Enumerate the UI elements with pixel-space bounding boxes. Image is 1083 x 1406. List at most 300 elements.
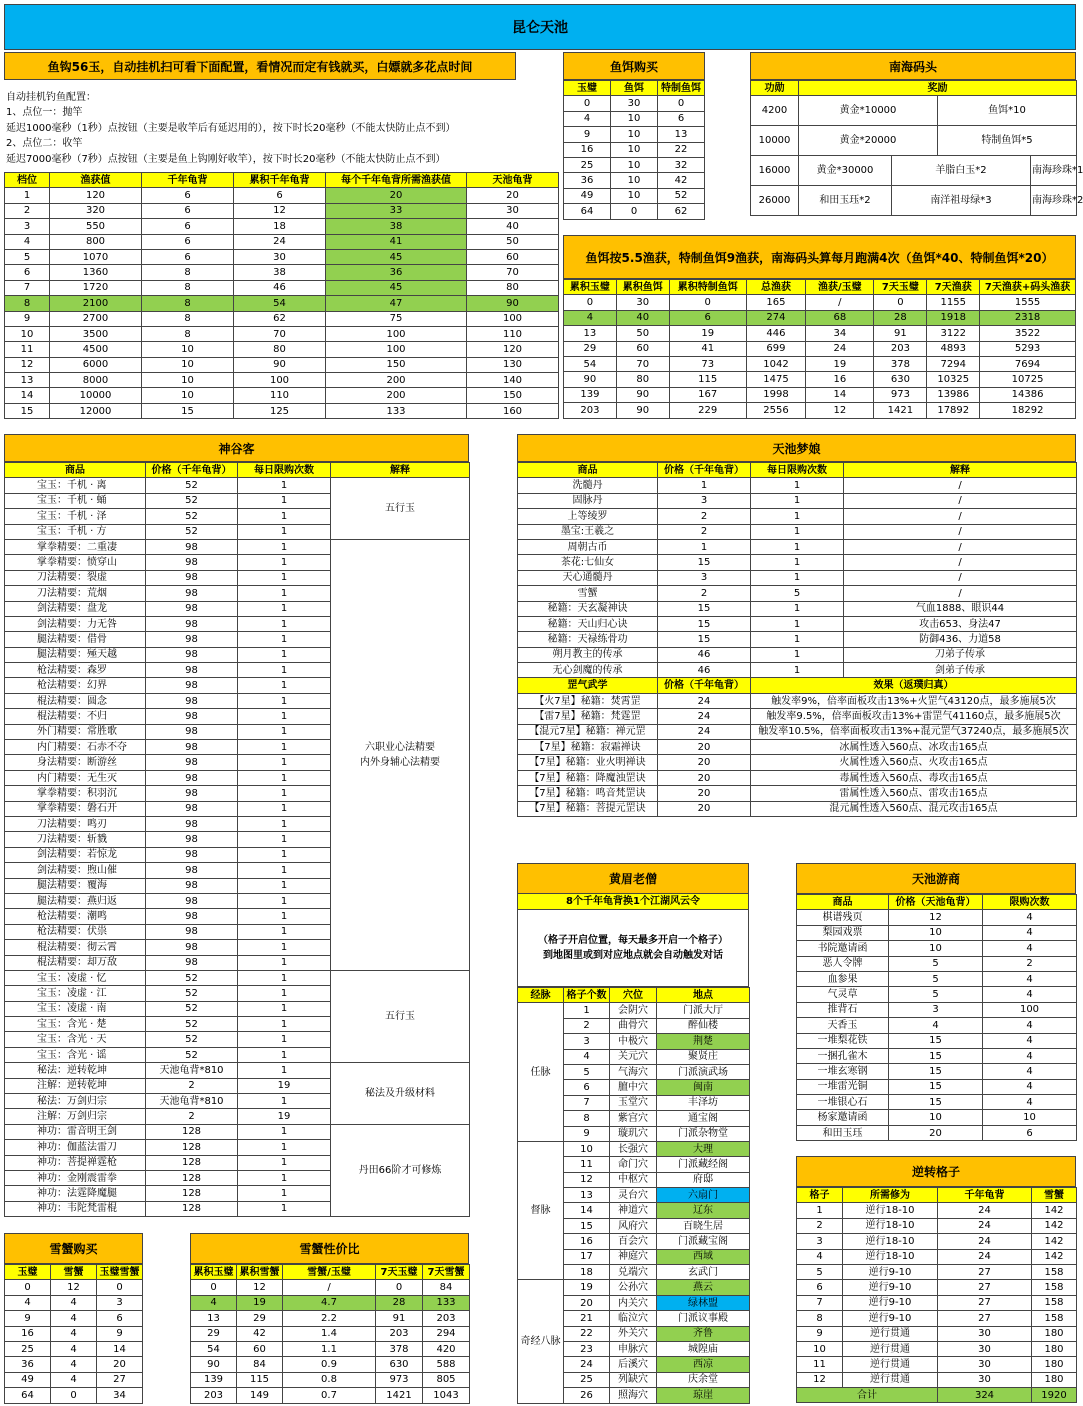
table-cell: 周朝古币: [518, 539, 658, 554]
table-cell: 40: [467, 219, 559, 234]
table-cell: 1: [238, 878, 331, 893]
table-row: [5, 265, 559, 280]
column-header: 解释: [331, 463, 470, 478]
hook-banner: 鱼钩56玉，自动挂机扫可看下面配置，看情况而定有钱就买，白嫖就多花点时间: [4, 52, 516, 80]
table-cell: 10: [142, 388, 234, 403]
table-row: [5, 188, 559, 203]
table-cell: 固脉丹: [518, 493, 658, 508]
column-header: 累积特制鱼饵: [669, 280, 746, 295]
table-cell: 门派藏经阁: [657, 1157, 750, 1172]
table-cell: 50: [616, 326, 669, 341]
table-cell: 100: [326, 326, 467, 341]
table-cell: 30: [234, 249, 326, 264]
table-cell: 4: [797, 1249, 843, 1264]
table-row: [518, 632, 1077, 647]
table-cell: 4: [51, 1341, 97, 1356]
table-cell: 98: [146, 832, 238, 847]
table-cell: 醉仙楼: [657, 1018, 750, 1033]
table-cell: 宝玉：千机 · 泽: [5, 509, 146, 524]
table-cell: 2: [797, 1218, 843, 1233]
table-cell: /: [844, 539, 1077, 554]
table-cell: 逆行贯通: [843, 1341, 938, 1356]
note-line: 自动挂机钓鱼配置：: [6, 92, 96, 103]
table-cell: 200: [326, 373, 467, 388]
bait-title: 鱼饵购买: [563, 52, 705, 80]
table-cell: 神功：韦陀梵雷棍: [5, 1201, 146, 1216]
table-cell: 1: [238, 1186, 331, 1201]
table-cell: 后溪穴: [610, 1357, 657, 1372]
table-cell: 逆行18-10: [843, 1203, 938, 1218]
column-header: 价格（千年龟背）: [658, 463, 751, 478]
table-cell: 4: [51, 1311, 97, 1326]
table-header-row: [5, 173, 559, 188]
table-cell: 1: [238, 478, 331, 493]
table-row: [518, 663, 1077, 678]
table-cell: 逆行贯通: [843, 1372, 938, 1387]
table-row: [518, 601, 1077, 616]
table-cell: 枪法精要：幻界: [5, 678, 146, 693]
table-cell: 30: [938, 1326, 1032, 1341]
table-cell: 灵台穴: [610, 1188, 657, 1203]
table-cell: 1: [238, 663, 331, 678]
table-cell: 10: [889, 1110, 983, 1125]
table-cell: 90: [234, 357, 326, 372]
table-cell: 15: [889, 1033, 983, 1048]
table-cell: 1: [751, 647, 844, 662]
table-cell: 229: [669, 403, 746, 418]
table-cell: 98: [146, 955, 238, 970]
table-cell: 0.8: [283, 1372, 376, 1387]
table-cell: 刀法精要：裂虚: [5, 570, 146, 585]
table-cell: 24: [564, 1357, 610, 1372]
table-cell: 378: [874, 356, 927, 371]
table-cell: 0: [376, 1280, 423, 1295]
table-cell: 6: [142, 219, 234, 234]
table-cell: 神庭穴: [610, 1249, 657, 1264]
table-cell: 133: [423, 1295, 470, 1310]
table-cell: 973: [874, 387, 927, 402]
table-cell: 6: [5, 265, 50, 280]
table-cell: 辽东: [657, 1203, 750, 1218]
table-cell: 【火7星】秘籍：焚霄罡: [518, 693, 658, 708]
table-cell: 1: [238, 909, 331, 924]
table-row: [518, 693, 1077, 708]
table-cell: 62: [234, 311, 326, 326]
table-cell: 庆余堂: [657, 1372, 750, 1387]
table-cell: 4: [51, 1357, 97, 1372]
table-cell: 4: [51, 1372, 97, 1387]
table-row: [518, 616, 1077, 631]
table-cell: 4200: [751, 96, 799, 126]
table-cell: 158: [1032, 1295, 1077, 1310]
table-cell: 0.9: [283, 1357, 376, 1372]
table-cell: 125: [234, 403, 326, 418]
table-cell: 120: [50, 188, 142, 203]
table-cell: 1: [238, 893, 331, 908]
table-cell: 5: [751, 586, 844, 601]
table-cell: 26000: [751, 186, 799, 216]
table-cell: 320: [50, 203, 142, 218]
table-cell: 6: [142, 203, 234, 218]
table-cell: 90: [191, 1357, 237, 1372]
table-cell: 逆行18-10: [843, 1218, 938, 1233]
table-cell: 神功：伽蓝法雷刀: [5, 1140, 146, 1155]
table-cell: 19: [238, 1109, 331, 1124]
table-row: [5, 342, 559, 357]
table-cell: 50: [467, 234, 559, 249]
column-header: 累积雪蟹: [237, 1265, 283, 1280]
table-cell: 1: [238, 1032, 331, 1047]
table-cell: 4: [983, 1048, 1077, 1063]
column-header: 雪蟹: [51, 1265, 97, 1280]
table-cell: 3: [564, 1034, 610, 1049]
table-cell: 52: [658, 188, 705, 203]
table-cell: 1: [238, 524, 331, 539]
table-cell: 气海穴: [610, 1064, 657, 1079]
table-cell: 52: [146, 1001, 238, 1016]
table-cell: 9: [5, 311, 50, 326]
table-cell: 158: [1032, 1264, 1077, 1279]
table-cell: 宝玉：千机 · 方: [5, 524, 146, 539]
table-cell: 47: [326, 296, 467, 311]
table-cell: 2318: [980, 310, 1076, 325]
table-cell: 4: [983, 910, 1077, 925]
table-cell: 长强穴: [610, 1141, 657, 1156]
table-cell: 64: [564, 204, 611, 219]
table-cell: 南海珍珠*2: [1031, 186, 1077, 216]
table-cell: 六扇门: [657, 1188, 750, 1203]
table-cell: 630: [376, 1357, 423, 1372]
table-cell: 内门精要：石赤不夺: [5, 740, 146, 755]
table-cell: 28: [874, 310, 927, 325]
table-cell: /: [844, 524, 1077, 539]
column-header: 每日限购次数: [238, 463, 331, 478]
table-cell: 剑法精要：煦山催: [5, 863, 146, 878]
table-cell: 180: [1032, 1357, 1077, 1372]
table-cell: 98: [146, 786, 238, 801]
table-cell: 7694: [980, 356, 1076, 371]
table-cell: 805: [423, 1372, 470, 1387]
table-cell: 38: [326, 219, 467, 234]
table-cell: 南洋祖母绿*3: [892, 186, 1031, 216]
table-cell: 91: [376, 1311, 423, 1326]
table-cell: 荆楚: [657, 1034, 750, 1049]
table-cell: 203: [191, 1388, 237, 1403]
table-row: [5, 326, 559, 341]
table-cell: 30: [938, 1372, 1032, 1387]
table-cell: 枪法精要：森罗: [5, 663, 146, 678]
table-cell: 2: [5, 203, 50, 218]
table-cell: 52: [146, 986, 238, 1001]
table-row: [564, 157, 705, 172]
table-cell: 刀法精要：荒烟: [5, 586, 146, 601]
table-cell: 29: [191, 1326, 237, 1341]
table-row: [564, 326, 1076, 341]
table-cell: 玄武门: [657, 1265, 750, 1280]
table-cell: 80: [234, 342, 326, 357]
table-row: [564, 188, 705, 203]
table-cell: 中枢穴: [610, 1172, 657, 1187]
table-cell: 2100: [50, 296, 142, 311]
column-header: 玉璧: [564, 81, 611, 96]
table-cell: 139: [191, 1372, 237, 1387]
table-cell: 98: [146, 940, 238, 955]
table-cell: 剑法精要：力无咎: [5, 616, 146, 631]
table-cell: 128: [146, 1170, 238, 1185]
table-cell: 550: [50, 219, 142, 234]
table-cell: 20: [658, 755, 751, 770]
table-cell: 1: [238, 924, 331, 939]
table-cell: 列缺穴: [610, 1372, 657, 1387]
table-cell: 丰泽坊: [657, 1095, 750, 1110]
table-cell: 4: [983, 1033, 1077, 1048]
table-cell: 1: [751, 601, 844, 616]
table-cell: 齐鲁: [657, 1326, 750, 1341]
table-cell: 12: [234, 203, 326, 218]
table-row: [797, 1033, 1077, 1048]
table-cell: 42: [237, 1326, 283, 1341]
table-cell: /: [844, 555, 1077, 570]
table-cell: 5: [889, 987, 983, 1002]
table-cell: 气灵草: [797, 987, 889, 1002]
table-cell: 20: [97, 1357, 143, 1372]
table-cell: 19: [806, 356, 874, 371]
table-header-row: [5, 463, 470, 478]
table-cell: 一堆银心石: [797, 1095, 889, 1110]
table-cell: 7: [797, 1295, 843, 1310]
table-cell: 4: [5, 1295, 51, 1310]
table-cell: 6000: [50, 357, 142, 372]
crab-section: [4, 1233, 143, 1404]
table-cell: 49: [5, 1372, 51, 1387]
table-cell: 8: [797, 1311, 843, 1326]
table-cell: 45: [326, 249, 467, 264]
column-header: 奖励: [799, 81, 1077, 96]
table-cell: 54: [234, 296, 326, 311]
column-header: 格子个数: [564, 988, 610, 1003]
table-cell: 宝玉：含光 · 楚: [5, 1017, 146, 1032]
table-cell: 2: [564, 1018, 610, 1033]
table-cell: 中极穴: [610, 1034, 657, 1049]
table-cell: 1360: [50, 265, 142, 280]
table-cell: 宝玉：千机 · 离: [5, 478, 146, 493]
table-cell: 15: [5, 403, 50, 418]
table-row: [564, 204, 705, 219]
table-cell: 130: [467, 357, 559, 372]
hook-section: [4, 52, 516, 80]
table-cell: 逆行贯通: [843, 1326, 938, 1341]
table-cell: 黄金*30000: [799, 156, 892, 186]
column-header: 商品: [5, 463, 146, 478]
table-cell: 百会穴: [610, 1234, 657, 1249]
table-cell: 门派杂物堂: [657, 1126, 750, 1141]
table-cell: 142: [1032, 1249, 1077, 1264]
dock-section: [750, 52, 1083, 216]
table-cell: 20: [658, 801, 751, 816]
table-row: [5, 203, 559, 218]
table-cell: 气血1888、眼识44: [844, 601, 1077, 616]
table-cell: 1: [238, 1063, 331, 1078]
dock-title: 南海码头: [750, 52, 1076, 80]
table-cell: 10: [611, 157, 658, 172]
table-cell: 1: [564, 1003, 610, 1018]
table-cell: 16: [806, 372, 874, 387]
table-cell: 10725: [980, 372, 1076, 387]
table-cell: 燕云: [657, 1280, 750, 1295]
table-row: [751, 126, 1077, 156]
table-row: [5, 970, 470, 985]
table-cell: 7: [5, 280, 50, 295]
column-header: 7天玉璧: [874, 280, 927, 295]
table-row: [564, 173, 705, 188]
table-cell: 西凉: [657, 1357, 750, 1372]
table-cell: 城隍庙: [657, 1341, 750, 1356]
table-cell: 剑法精要：若惊龙: [5, 847, 146, 862]
table-cell: 4: [983, 941, 1077, 956]
table-row: [518, 570, 1077, 585]
table-cell: 曲骨穴: [610, 1018, 657, 1033]
table-cell: 书院邀请函: [797, 941, 889, 956]
table-row: [797, 1048, 1077, 1063]
table-row: [564, 341, 1076, 356]
table-cell: 98: [146, 847, 238, 862]
table-cell: 110: [234, 388, 326, 403]
table-cell: 无心剑魔的传承: [518, 663, 658, 678]
table-cell: 29: [237, 1311, 283, 1326]
table-row: [5, 280, 559, 295]
table-cell: 掌拳精要：二重凄: [5, 539, 146, 554]
table-cell: 12: [889, 910, 983, 925]
table-cell: 触发率9%，倍率面板攻击13%+火罡气43120点，最多施展5次: [751, 693, 1077, 708]
table-cell: 8: [142, 280, 234, 295]
table-cell: 100: [326, 342, 467, 357]
table-header-row: [518, 463, 1077, 478]
table-cell: 5: [889, 956, 983, 971]
table-cell: 98: [146, 924, 238, 939]
table-cell: 10: [889, 941, 983, 956]
table-cell: 25: [564, 1372, 610, 1387]
table-cell: 15: [889, 1048, 983, 1063]
table-cell: 167: [669, 387, 746, 402]
table-cell: 3522: [980, 326, 1076, 341]
table-cell: 6: [983, 1125, 1077, 1140]
table-cell: 1421: [376, 1388, 423, 1403]
table-row: [191, 1388, 470, 1403]
table-cell: 1: [238, 509, 331, 524]
table-cell: 34: [97, 1388, 143, 1403]
table-cell: 15: [564, 1218, 610, 1233]
meridian-cell: 奇经八脉: [518, 1280, 564, 1403]
table-cell: 91: [874, 326, 927, 341]
table-cell: 外门精要：常胜歌: [5, 724, 146, 739]
table-cell: 24: [938, 1249, 1032, 1264]
table-cell: 98: [146, 893, 238, 908]
column-header: 雪蟹/玉璧: [283, 1265, 376, 1280]
table-cell: 10: [142, 342, 234, 357]
table-cell: 15: [889, 1064, 983, 1079]
table-cell: 混元属性透入560点、混元攻击165点: [751, 801, 1077, 816]
table-cell: 25: [5, 1341, 51, 1356]
table-row: [5, 1063, 470, 1078]
table-cell: 内关穴: [610, 1295, 657, 1310]
table-cell: 【混元7星】秘籍：禅元罡: [518, 724, 658, 739]
table-cell: 3: [658, 493, 751, 508]
tourist-section: [796, 863, 1076, 1141]
table-cell: 逆行18-10: [843, 1249, 938, 1264]
table-cell: 21: [564, 1311, 610, 1326]
table-cell: 12: [806, 403, 874, 418]
table-cell: 1: [238, 1001, 331, 1016]
table-cell: 14386: [980, 387, 1076, 402]
table-cell: 64: [5, 1388, 51, 1403]
table-cell: 触发率10.5%，倍率面板攻击13%+混元罡气37240点，最多施展5次: [751, 724, 1077, 739]
table-cell: 16: [5, 1326, 51, 1341]
table-cell: 1: [238, 539, 331, 554]
table-cell: 1: [5, 188, 50, 203]
table-cell: 门派大厅: [657, 1003, 750, 1018]
table-cell: 天池龟背*810: [146, 1094, 238, 1109]
table-cell: 注解：万剑归宗: [5, 1109, 146, 1124]
table-cell: 洗髓丹: [518, 478, 658, 493]
table-cell: 腿法精要：覆海: [5, 878, 146, 893]
table-cell: 4: [564, 310, 617, 325]
table-cell: 3500: [50, 326, 142, 341]
table-cell: 41: [669, 341, 746, 356]
crab-title: 雪蟹购买: [4, 1233, 143, 1264]
table-cell: 140: [467, 373, 559, 388]
table-row: [5, 296, 559, 311]
table-cell: 棍法精要：彻云霄: [5, 940, 146, 955]
hook-table: [4, 172, 533, 419]
table-cell: 139: [564, 387, 617, 402]
table-cell: 27: [938, 1280, 1032, 1295]
table-row: [797, 941, 1077, 956]
table-cell: 84: [423, 1280, 470, 1295]
table-cell: 36: [564, 173, 611, 188]
table-cell: 宝玉：含光 · 谣: [5, 1047, 146, 1062]
note-line: 1、点位一：抛竿: [6, 107, 83, 119]
table-cell: 和田玉珏: [797, 1125, 889, 1140]
table-cell: 15: [658, 601, 751, 616]
table-cell: 203: [376, 1326, 423, 1341]
table-cell: 70: [467, 265, 559, 280]
table-cell: 80: [616, 372, 669, 387]
table-row: [797, 1372, 1077, 1387]
table-cell: 24: [658, 693, 751, 708]
table-row: [5, 1326, 143, 1341]
table-cell: 1: [238, 632, 331, 647]
table-header-row: [751, 81, 1077, 96]
table-cell: 46: [234, 280, 326, 295]
table-cell: 【7星】秘籍：菩提元罡诀: [518, 801, 658, 816]
table-cell: 98: [146, 678, 238, 693]
table-cell: 1421: [874, 403, 927, 418]
table-cell: 98: [146, 801, 238, 816]
table-cell: 1: [238, 970, 331, 985]
table-cell: 11: [5, 342, 50, 357]
table-cell: 神功：法霆降魔腿: [5, 1186, 146, 1201]
table-cell: 1: [238, 770, 331, 785]
table-cell: 梨园戏票: [797, 925, 889, 940]
table-row: [5, 311, 559, 326]
table-cell: 149: [237, 1388, 283, 1403]
table-cell: 98: [146, 647, 238, 662]
table-cell: 25: [564, 157, 611, 172]
table-cell: 5: [564, 1064, 610, 1079]
table-cell: 420: [423, 1341, 470, 1356]
table-cell: 5293: [980, 341, 1076, 356]
table-cell: 剑法精要：盘龙: [5, 601, 146, 616]
